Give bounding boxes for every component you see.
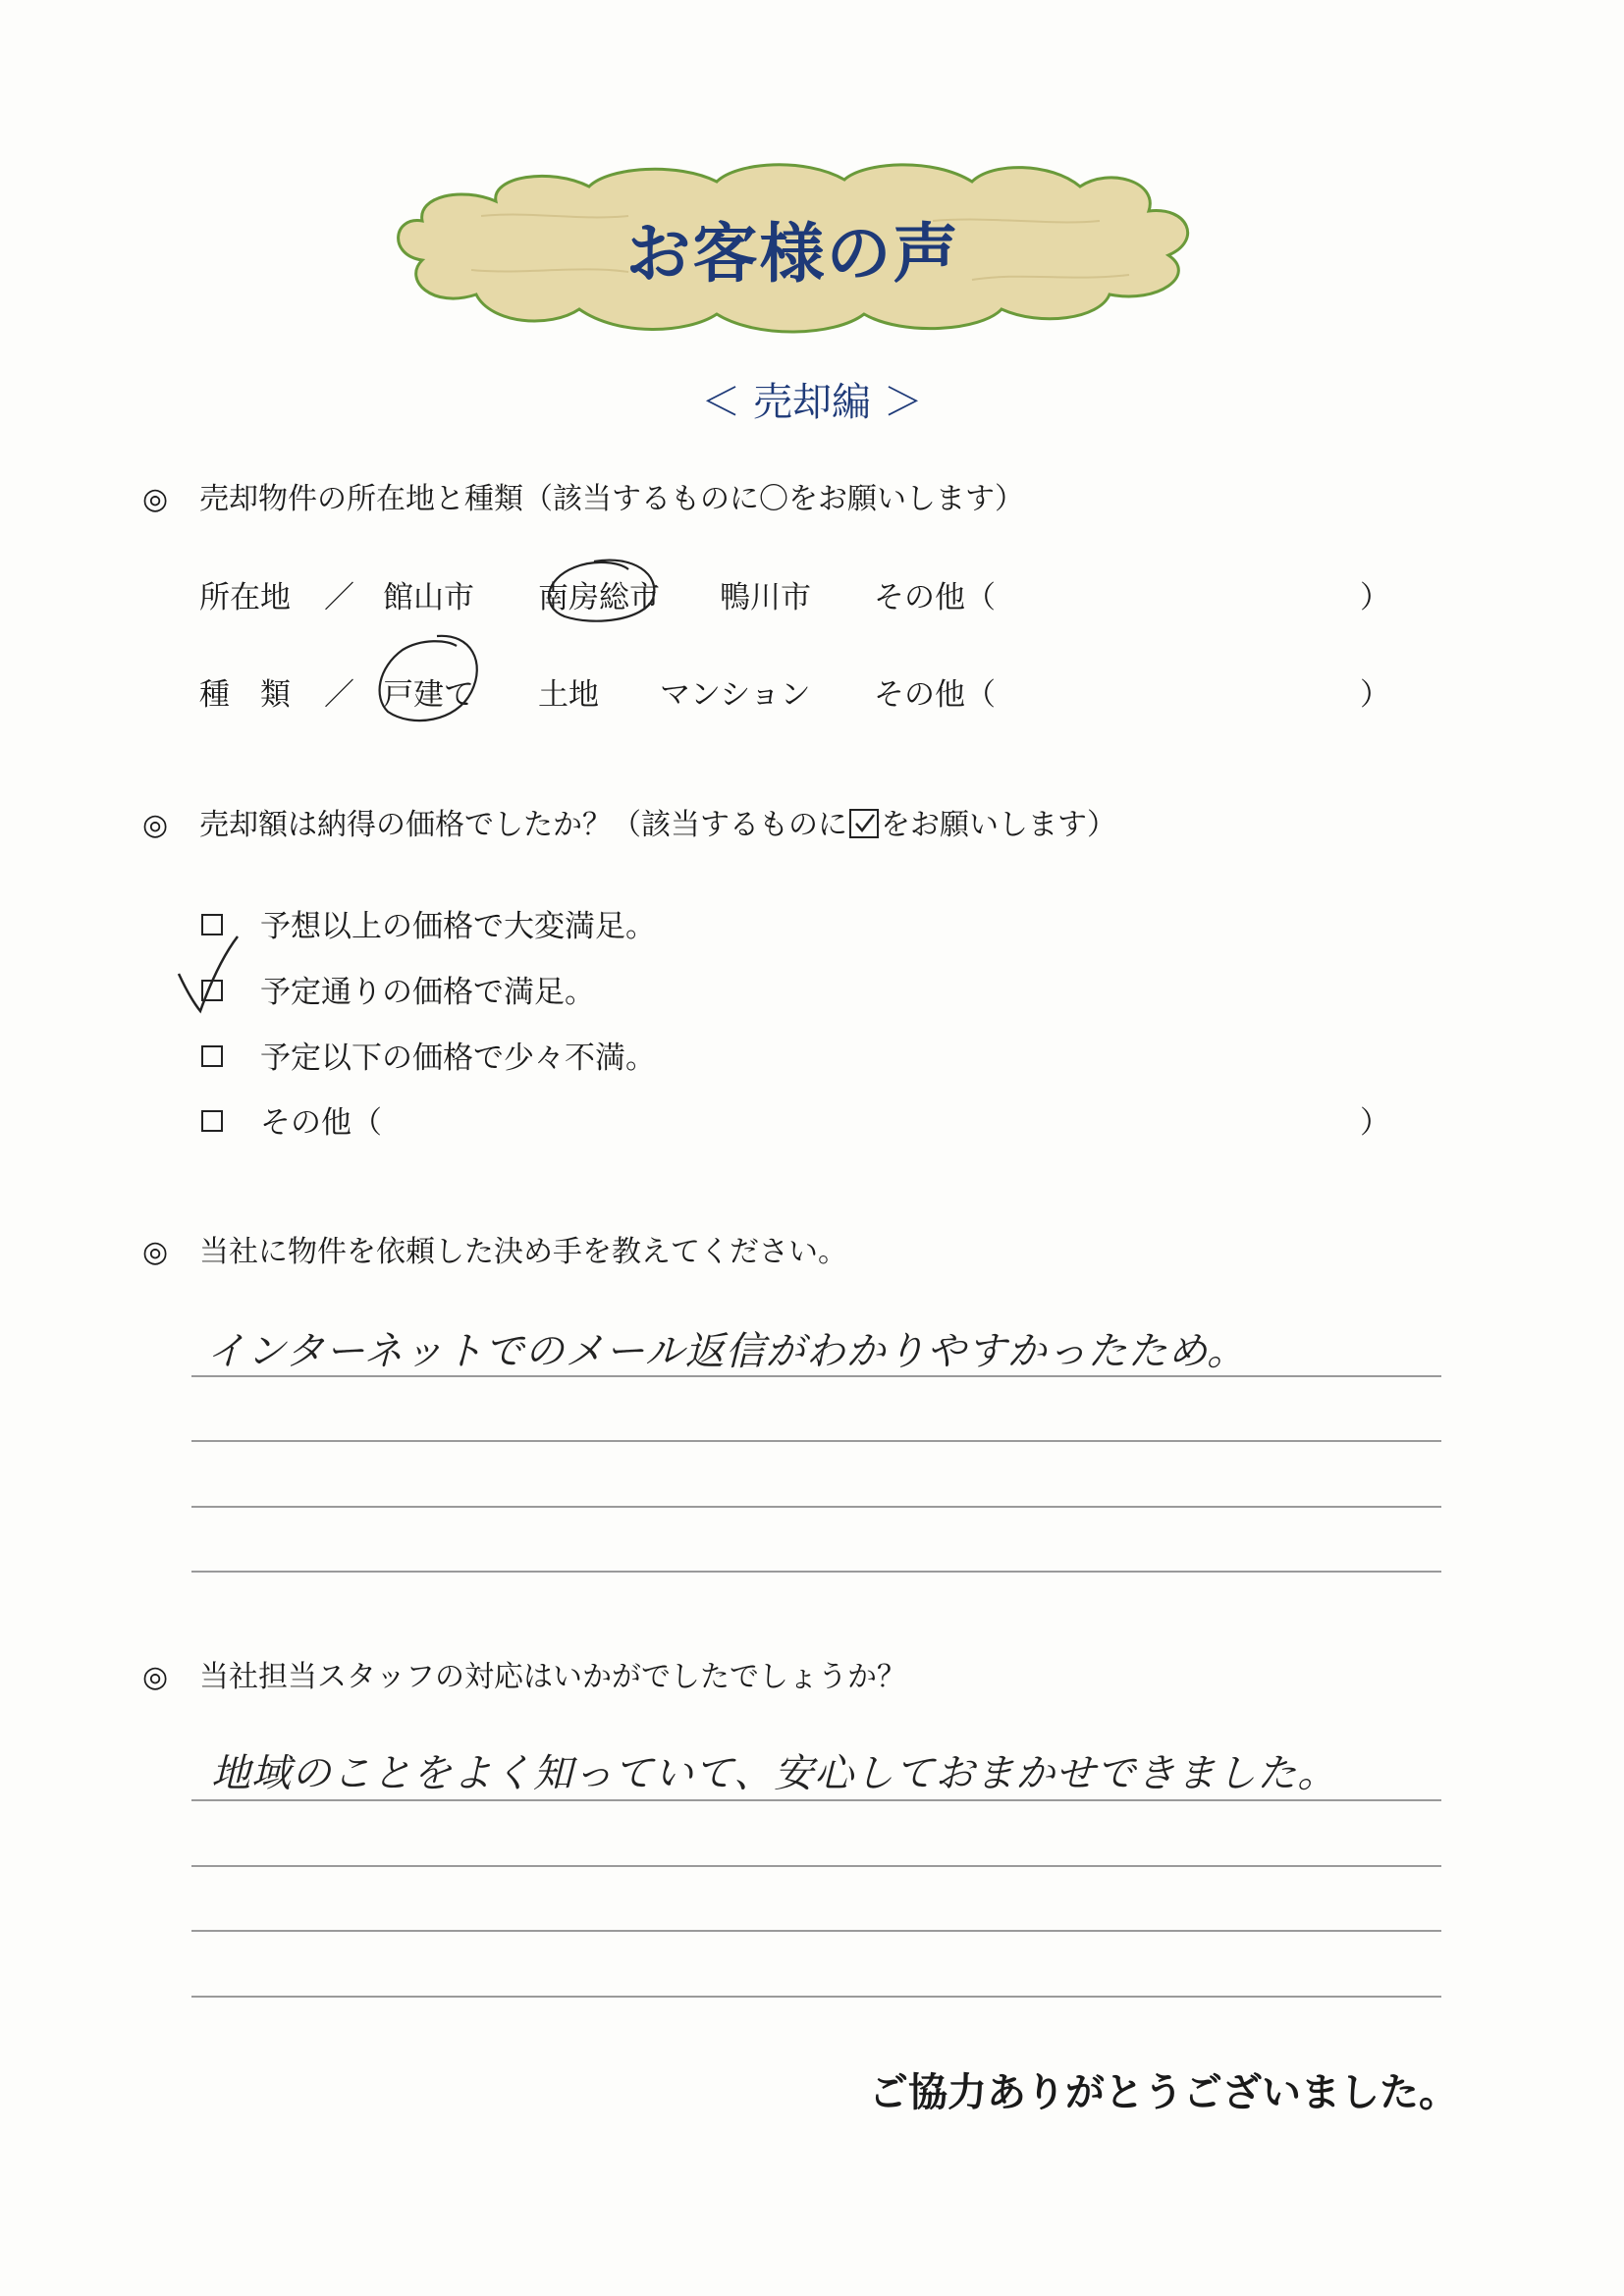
answer-line	[191, 1996, 1441, 1998]
type-label: 種 類	[199, 677, 291, 713]
location-slash: ／	[324, 580, 354, 615]
question-1	[142, 474, 1024, 517]
type-selected-circle	[373, 628, 491, 736]
type-option-house[interactable]: 戸建て	[383, 677, 474, 713]
type-option-mansion[interactable]: マンション	[660, 677, 811, 713]
double-circle-icon: ◎	[142, 482, 169, 516]
location-selected-circle	[535, 550, 663, 628]
question-3	[142, 1227, 847, 1270]
question-1-text: 売却物件の所在地と種類（該当するものに〇をお願いします）	[199, 482, 1024, 516]
thanks-message: ご協力ありがとうございました。	[869, 2070, 1458, 2115]
answer-line	[191, 1799, 1441, 1801]
answer-4-handwriting: 地域のことをよく知っていて、安心しておまかせできました。	[211, 1751, 1338, 1796]
answer-line	[191, 1506, 1441, 1508]
question-2-text-before: 売却額は納得の価格でしたか？（該当するものに	[199, 808, 847, 842]
question-4	[142, 1652, 906, 1695]
price-option-other[interactable]: その他（	[201, 1097, 382, 1142]
checkbox-empty-icon[interactable]	[201, 1110, 223, 1132]
location-label: 所在地	[199, 580, 291, 615]
question-2	[142, 800, 1116, 843]
checkbox-empty-icon[interactable]	[201, 1045, 223, 1067]
location-option-minamiboso[interactable]: 南房総市	[538, 580, 660, 615]
price-option-3[interactable]: 予定以下の価格で少々不満。	[201, 1033, 656, 1077]
page-subtitle: ＜ 売却編 ＞	[701, 380, 923, 425]
double-circle-icon: ◎	[142, 1660, 169, 1694]
answer-3-handwriting: インターネットでのメール返信がわかりやすかったため。	[206, 1329, 1247, 1374]
type-option-other[interactable]: その他（	[874, 677, 996, 713]
location-other-close: ）	[1360, 580, 1390, 615]
page-title: お客様の声	[625, 216, 960, 292]
answer-line	[191, 1865, 1441, 1867]
price-option-2[interactable]: 予定通りの価格で満足。	[201, 967, 595, 1011]
location-option-other[interactable]: その他（	[874, 580, 996, 615]
type-other-close: ）	[1360, 677, 1390, 713]
answer-line	[191, 1571, 1441, 1573]
question-3-text: 当社に物件を依頼した決め手を教えてください。	[199, 1235, 847, 1269]
type-slash: ／	[324, 677, 354, 713]
answer-line	[191, 1375, 1441, 1377]
checkbox-example-icon	[849, 809, 879, 838]
double-circle-icon: ◎	[142, 1235, 169, 1269]
answer-line	[191, 1440, 1441, 1442]
question-2-text-after: をお願いします）	[881, 808, 1116, 842]
location-option-kamogawa[interactable]: 鴨川市	[720, 580, 811, 615]
answer-line	[191, 1930, 1441, 1932]
price-option-1[interactable]: 予想以上の価格で大変満足。	[201, 901, 656, 945]
hand-checkmark	[175, 933, 244, 1016]
double-circle-icon: ◎	[142, 808, 169, 842]
type-option-land[interactable]: 土地	[538, 677, 599, 713]
question-4-text: 当社担当スタッフの対応はいかがでしたでしょうか？	[199, 1660, 906, 1694]
price-other-close: ）	[1360, 1105, 1390, 1141]
location-option-tateyama[interactable]: 館山市	[383, 580, 474, 615]
